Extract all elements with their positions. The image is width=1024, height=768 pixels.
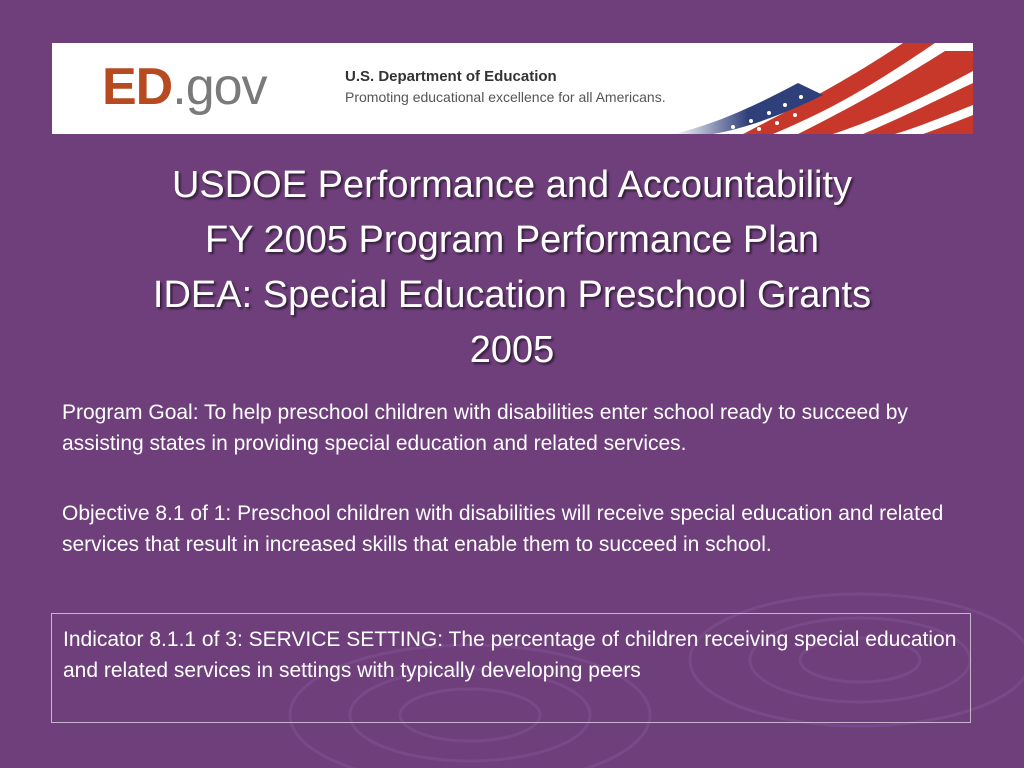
program-goal: Program Goal: To help preschool children with disabilities enter school ready to succeed by assisting states in providing special education and related services. bbox=[62, 401, 908, 455]
title-line-1: USDOE Performance and Accountability bbox=[171, 164, 853, 206]
ed-gov-banner bbox=[52, 43, 973, 134]
ed-gov-logo[interactable] bbox=[102, 57, 267, 117]
department-block bbox=[345, 67, 666, 107]
logo-ed-text: ED bbox=[102, 58, 173, 116]
indicator-box: Indicator 8.1.1 of 3: SERVICE SETTING: The percentage of children receiving special education and related services in settings with typically developing peers bbox=[51, 613, 971, 723]
title-line-3: IDEA: Special Education Preschool Grants bbox=[152, 274, 872, 316]
department-tagline: Promoting educational excellence for all Americans. bbox=[345, 89, 666, 105]
title-line-4: 2005 bbox=[469, 329, 555, 371]
slide-title bbox=[40, 158, 984, 378]
title-line-2: FY 2005 Program Performance Plan bbox=[205, 219, 819, 261]
logo-gov-text: .gov bbox=[172, 58, 267, 116]
objective-text: Objective 8.1 of 1: Preschool children with disabilities will receive special education and related services that result in increased skills that enable them to succeed in school. bbox=[62, 502, 944, 556]
department-name: U.S. Department of Education bbox=[345, 68, 557, 85]
american-flag-icon bbox=[673, 43, 973, 134]
